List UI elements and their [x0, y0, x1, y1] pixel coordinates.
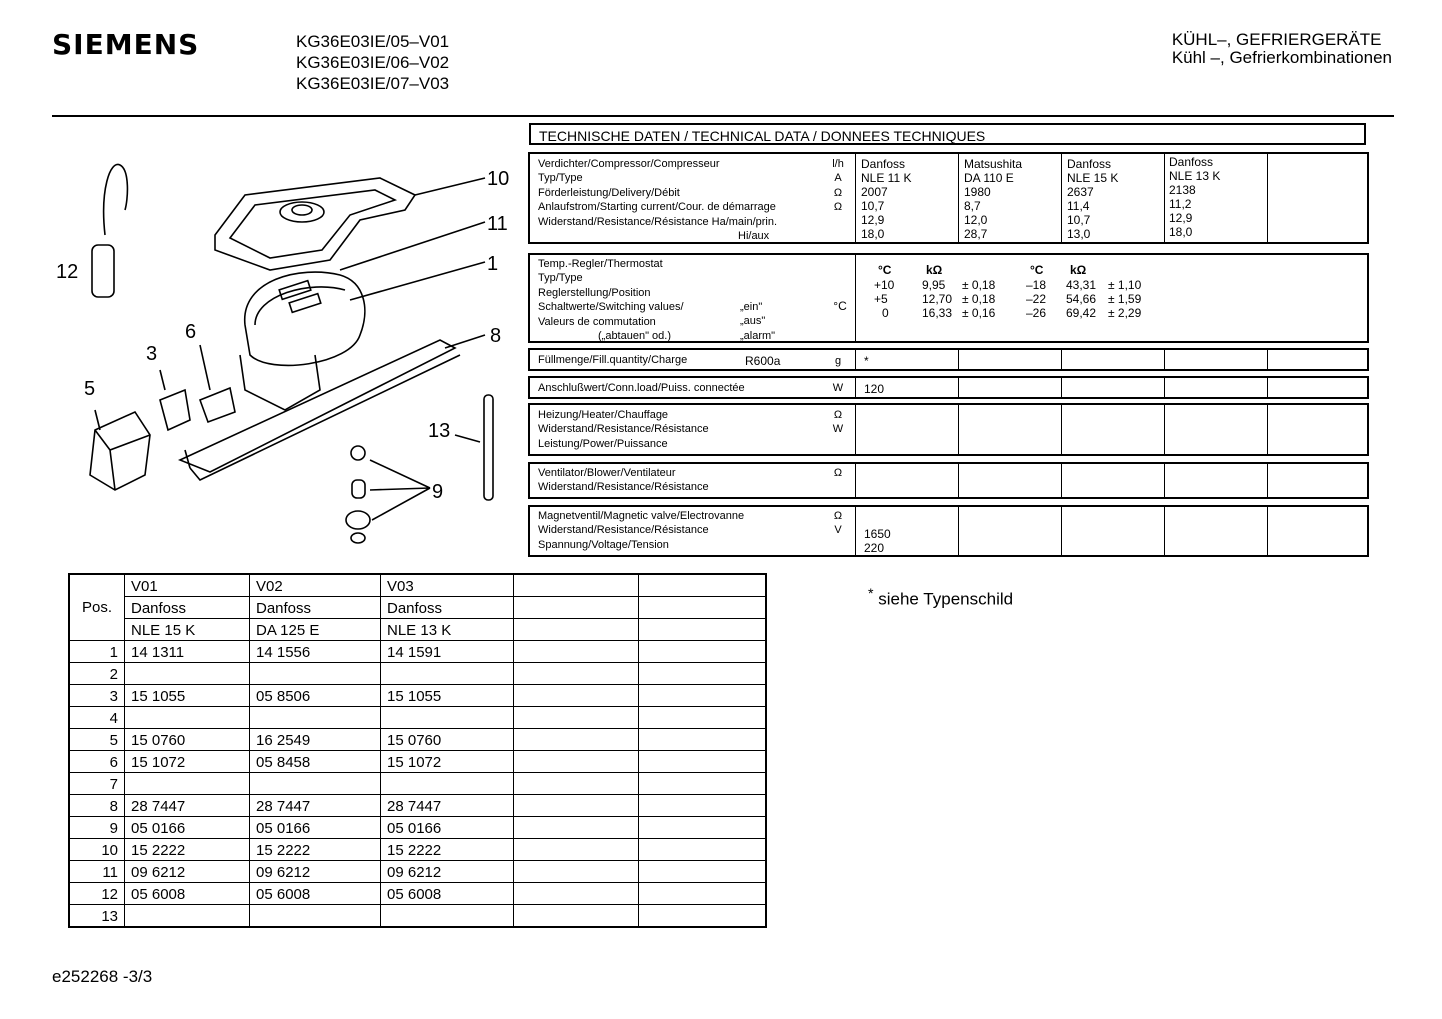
brand-logo: SIEMENS — [52, 28, 200, 61]
empty-cell — [639, 641, 767, 663]
empty-cell — [514, 883, 639, 905]
part-number: 15 1072 — [125, 751, 250, 773]
empty-cell — [639, 773, 767, 795]
value: 220 — [864, 541, 885, 555]
label: Typ/Type — [538, 172, 583, 185]
temp: –26 — [1026, 306, 1047, 320]
table-row — [69, 663, 766, 685]
tol: ± 0,16 — [962, 306, 996, 320]
label: Widerstand/Resistance/Résistance — [538, 423, 709, 436]
thermostat-row — [874, 278, 1141, 292]
empty-cell — [514, 795, 639, 817]
parts-body — [69, 641, 766, 928]
capacitor-part — [92, 245, 114, 297]
value: DA 110 E — [964, 171, 1014, 185]
variant-type: NLE 13 K — [381, 619, 514, 641]
thermostat-head: kΩ — [926, 263, 943, 277]
document-id: e252268 -3/3 — [52, 967, 153, 986]
part-number: 09 6212 — [125, 861, 250, 883]
value: 12,0 — [964, 213, 988, 227]
label: Widerstand/Resistance/Résistance — [538, 481, 709, 494]
tol: ± 0,18 — [962, 292, 996, 306]
unit: W — [832, 423, 844, 436]
label: Temp.-Regler/Thermostat — [538, 258, 663, 270]
value: NLE 11 K — [861, 171, 912, 185]
table-row — [69, 729, 766, 751]
part-number: 15 1072 — [381, 751, 514, 773]
label: Reglerstellung/Position — [538, 286, 651, 299]
variant-code: V02 — [250, 574, 381, 597]
label: Förderleistung/Delivery/Débit — [538, 186, 680, 199]
value: 12,9 — [1169, 211, 1193, 225]
temp: –22 — [1026, 292, 1047, 306]
part-number — [381, 707, 514, 729]
empty-cell — [514, 839, 639, 861]
pos: 1 — [69, 641, 125, 663]
table-row — [69, 883, 766, 905]
part-number: 05 8506 — [250, 685, 381, 707]
empty-cell — [514, 574, 639, 597]
res: 16,33 — [922, 306, 953, 320]
pos: 3 — [69, 685, 125, 707]
load-unit: W — [832, 382, 844, 394]
part-number: 14 1556 — [250, 641, 381, 663]
part-number — [125, 773, 250, 795]
overload-part — [200, 388, 235, 422]
tol: ± 0,18 — [962, 278, 996, 292]
callout-9: 9 — [432, 481, 444, 503]
footnote — [868, 586, 1013, 610]
empty-cell — [514, 817, 639, 839]
callout-13: 13 — [428, 420, 451, 442]
model-list — [296, 31, 449, 94]
unit: l/h — [832, 158, 844, 170]
part-number — [125, 663, 250, 685]
unit: Ω — [833, 510, 843, 522]
footnote-text: siehe Typenschild — [878, 589, 1014, 609]
table-row — [69, 773, 766, 795]
tol: ± 1,59 — [1108, 292, 1142, 306]
pos: 7 — [69, 773, 125, 795]
empty-cell — [639, 861, 767, 883]
empty-cell — [639, 574, 767, 597]
valve-section — [528, 505, 1369, 557]
value: 2007 — [861, 185, 888, 199]
valve-labels — [538, 509, 744, 552]
label: Anlaufstrom/Starting current/Cour. de démarrage — [538, 201, 776, 214]
part-number — [125, 905, 250, 928]
value: 8,7 — [964, 199, 981, 213]
value: 28,7 — [964, 227, 988, 241]
label: Verdichter/Compressor/Compresseur — [538, 158, 720, 170]
load-section — [528, 376, 1369, 399]
value: Danfoss — [1067, 157, 1112, 171]
pos-header: Pos. — [69, 574, 125, 641]
pos: 12 — [69, 883, 125, 905]
part-number: 05 6008 — [381, 883, 514, 905]
charge-label: Füllmenge/Fill.quantity/Charge — [538, 354, 688, 366]
table-row — [69, 839, 766, 861]
empty-cell — [639, 729, 767, 751]
value: 11,4 — [1067, 199, 1090, 213]
empty-cell — [639, 597, 767, 619]
empty-cell — [639, 839, 767, 861]
variant-make: Danfoss — [250, 597, 381, 619]
pos: 9 — [69, 817, 125, 839]
table-row — [69, 861, 766, 883]
value: 13,0 — [1067, 227, 1091, 241]
callout-6: 5 — [84, 378, 96, 400]
value: Danfoss — [861, 157, 906, 171]
value: NLE 15 K — [1067, 171, 1119, 185]
compressor-column — [964, 157, 1022, 241]
thermostat-values — [874, 278, 1141, 320]
thermostat-states — [740, 300, 775, 343]
empty-cell — [639, 905, 767, 928]
callout-8: 8 — [490, 325, 502, 347]
model-number: KG36E03IE/07–V03 — [296, 74, 450, 93]
res: 9,95 — [922, 278, 946, 292]
label: Leistung/Power/Puissance — [538, 437, 668, 450]
empty-cell — [514, 641, 639, 663]
callout-10: 12 — [56, 261, 79, 283]
part-number — [250, 773, 381, 795]
part-number: 16 2549 — [250, 729, 381, 751]
part-number: 28 7447 — [125, 795, 250, 817]
heater-labels — [538, 408, 709, 451]
valve-values — [864, 527, 891, 555]
compressor-column — [1169, 155, 1220, 239]
thermostat-head: °C — [878, 263, 892, 277]
thermostat-row — [874, 292, 1141, 306]
empty-cell — [514, 729, 639, 751]
pos: 6 — [69, 751, 125, 773]
compressor-column — [861, 157, 911, 241]
temp: 0 — [882, 306, 889, 320]
value: 18,0 — [861, 227, 885, 241]
relay-part — [160, 390, 190, 430]
callout-1: 1 — [487, 253, 499, 275]
label: Magnetventil/Magnetic valve/Electrovanne — [538, 510, 745, 522]
variant-type: NLE 15 K — [125, 619, 250, 641]
empty-cell — [639, 685, 767, 707]
charge-value: * — [864, 354, 869, 368]
callout-5: 6 — [185, 321, 197, 343]
empty-cell — [514, 905, 639, 928]
footnote-mark: * — [868, 586, 874, 602]
empty-cell — [639, 883, 767, 905]
empty-cell — [639, 817, 767, 839]
res: 12,70 — [922, 292, 953, 306]
value: NLE 13 K — [1169, 169, 1221, 183]
pos: 13 — [69, 905, 125, 928]
compressor-column — [1067, 157, 1118, 241]
tol: ± 1,10 — [1108, 278, 1142, 292]
filter-dryer-part — [484, 395, 493, 500]
part-number: 15 1055 — [381, 685, 514, 707]
label: Hi/aux — [738, 230, 770, 243]
base-rail-part — [180, 340, 455, 472]
load-value: 120 — [864, 382, 885, 396]
value: 18,0 — [1169, 225, 1193, 239]
label: Typ/Type — [538, 272, 583, 285]
blower-units — [828, 466, 848, 480]
empty-cell — [639, 795, 767, 817]
compressor-part — [245, 272, 365, 365]
pos: 10 — [69, 839, 125, 861]
value: 1650 — [864, 527, 891, 541]
part-number: 28 7447 — [250, 795, 381, 817]
res: 54,66 — [1066, 292, 1097, 306]
empty-cell — [514, 707, 639, 729]
table-row — [69, 795, 766, 817]
value: 1980 — [964, 185, 991, 199]
part-number — [250, 905, 381, 928]
empty-cell — [639, 707, 767, 729]
empty-cell — [514, 619, 639, 641]
drip-tray-part — [215, 178, 415, 270]
label: Spannung/Voltage/Tension — [538, 538, 669, 551]
thermostat-head: °C — [1030, 263, 1044, 277]
value: Matsushita — [964, 157, 1023, 171]
variant-make: Danfoss — [381, 597, 514, 619]
variant-code: V01 — [125, 574, 250, 597]
table-row — [69, 751, 766, 773]
value: 2637 — [1067, 185, 1094, 199]
part-number: 09 6212 — [250, 861, 381, 883]
part-number: 15 1055 — [125, 685, 250, 707]
part-number: 15 2222 — [125, 839, 250, 861]
empty-cell — [514, 685, 639, 707]
part-number: 15 2222 — [381, 839, 514, 861]
callout-11: 10 — [487, 168, 510, 190]
table-header-row — [69, 597, 766, 619]
temp: –18 — [1026, 278, 1047, 292]
part-number: 15 2222 — [250, 839, 381, 861]
thermostat-unit: °C — [833, 299, 847, 313]
compressor-units — [828, 157, 848, 215]
pos: 8 — [69, 795, 125, 817]
empty-cell — [514, 751, 639, 773]
part-number: 05 0166 — [125, 817, 250, 839]
pos: 4 — [69, 707, 125, 729]
compressor-labels — [538, 157, 777, 243]
empty-cell — [514, 861, 639, 883]
heater-units — [828, 408, 848, 437]
label: („abtauen" od.) — [598, 330, 672, 343]
blower-labels — [538, 466, 709, 495]
unit: Ω — [833, 409, 843, 421]
value: Danfoss — [1169, 155, 1214, 169]
res: 69,42 — [1066, 306, 1097, 320]
empty-cell — [639, 663, 767, 685]
res: 43,31 — [1066, 278, 1097, 292]
unit: V — [834, 524, 842, 537]
part-number — [381, 905, 514, 928]
table-row — [69, 641, 766, 663]
cable-part — [104, 164, 128, 235]
label: Ventilator/Blower/Ventilateur — [538, 467, 676, 479]
callout-3: 3 — [146, 343, 158, 365]
part-number: 28 7447 — [381, 795, 514, 817]
table-header-row — [69, 619, 766, 641]
part-number — [250, 663, 381, 685]
empty-cell — [514, 773, 639, 795]
category-title — [1172, 31, 1392, 67]
empty-cell — [514, 597, 639, 619]
empty-cell — [639, 751, 767, 773]
model-number: KG36E03IE/06–V02 — [296, 53, 450, 72]
thermostat-labels — [538, 257, 684, 343]
exploded-parts-diagram — [40, 150, 520, 560]
load-label: Anschlußwert/Conn.load/Puiss. connectée — [538, 382, 745, 394]
part-number — [125, 707, 250, 729]
pos: 11 — [69, 861, 125, 883]
variant-code: V03 — [381, 574, 514, 597]
table-row — [69, 685, 766, 707]
part-number: 14 1591 — [381, 641, 514, 663]
valve-units — [828, 509, 848, 538]
temp: +5 — [874, 292, 888, 306]
value: 12,9 — [861, 213, 885, 227]
part-number: 15 0760 — [381, 729, 514, 751]
table-row — [69, 905, 766, 928]
pos: 5 — [69, 729, 125, 751]
part-number: 09 6212 — [381, 861, 514, 883]
label: Widerstand/Resistance/Résistance Ha/main/prin. — [538, 215, 778, 228]
part-number: 05 0166 — [381, 817, 514, 839]
label: Widerstand/Resistance/Résistance — [538, 524, 709, 537]
value: 2138 — [1169, 183, 1196, 197]
state: „alarm" — [740, 329, 776, 342]
header-divider — [52, 115, 1394, 117]
label: Heizung/Heater/Chauffage — [538, 409, 669, 421]
empty-cell — [514, 663, 639, 685]
unit: A — [834, 172, 842, 185]
callout-12: 11 — [487, 213, 508, 235]
thermostat-row — [874, 306, 1141, 320]
tech-data-title: TECHNISCHE DATEN / TECHNICAL DATA / DONNEES TECHNIQUES — [529, 123, 1366, 145]
part-number — [250, 707, 381, 729]
value: 11,2 — [1169, 197, 1192, 211]
table-row — [69, 817, 766, 839]
thermostat-head: kΩ — [1070, 263, 1087, 277]
model-number: KG36E03IE/05–V01 — [296, 32, 450, 51]
label: Schaltwerte/Switching values/ — [538, 301, 684, 314]
category-line: Kühl –, Gefrierkombinationen — [1171, 48, 1392, 67]
pos: 2 — [69, 663, 125, 685]
label: Valeurs de commutation — [538, 315, 656, 328]
state: „ein" — [740, 301, 763, 313]
variant-type: DA 125 E — [250, 619, 381, 641]
unit: Ω — [833, 186, 843, 199]
unit: Ω — [833, 467, 843, 479]
thermostat-section — [528, 253, 1369, 343]
value: 10,7 — [861, 199, 885, 213]
compressor-section — [528, 152, 1369, 244]
part-number: 14 1311 — [125, 641, 250, 663]
table-row — [69, 707, 766, 729]
category-line: KÜHL–, GEFRIERGERÄTE — [1171, 30, 1382, 49]
charge-section — [528, 348, 1369, 371]
tol: ± 2,29 — [1108, 306, 1142, 320]
table-header-row — [69, 574, 766, 597]
part-number: 05 8458 — [250, 751, 381, 773]
part-number: 05 6008 — [125, 883, 250, 905]
part-number: 05 0166 — [250, 817, 381, 839]
charge-unit: g — [834, 355, 842, 367]
variant-make: Danfoss — [125, 597, 250, 619]
part-number: 15 0760 — [125, 729, 250, 751]
charge-refrigerant: R600a — [745, 354, 781, 368]
temp: +10 — [874, 278, 895, 292]
blower-section — [528, 462, 1369, 499]
part-number — [381, 663, 514, 685]
part-number — [381, 773, 514, 795]
value: 10,7 — [1067, 213, 1091, 227]
parts-table — [68, 573, 767, 928]
empty-cell — [639, 619, 767, 641]
state: „aus" — [740, 315, 766, 328]
unit: Ω — [833, 201, 843, 214]
part-number: 05 6008 — [250, 883, 381, 905]
heater-section — [528, 403, 1369, 456]
